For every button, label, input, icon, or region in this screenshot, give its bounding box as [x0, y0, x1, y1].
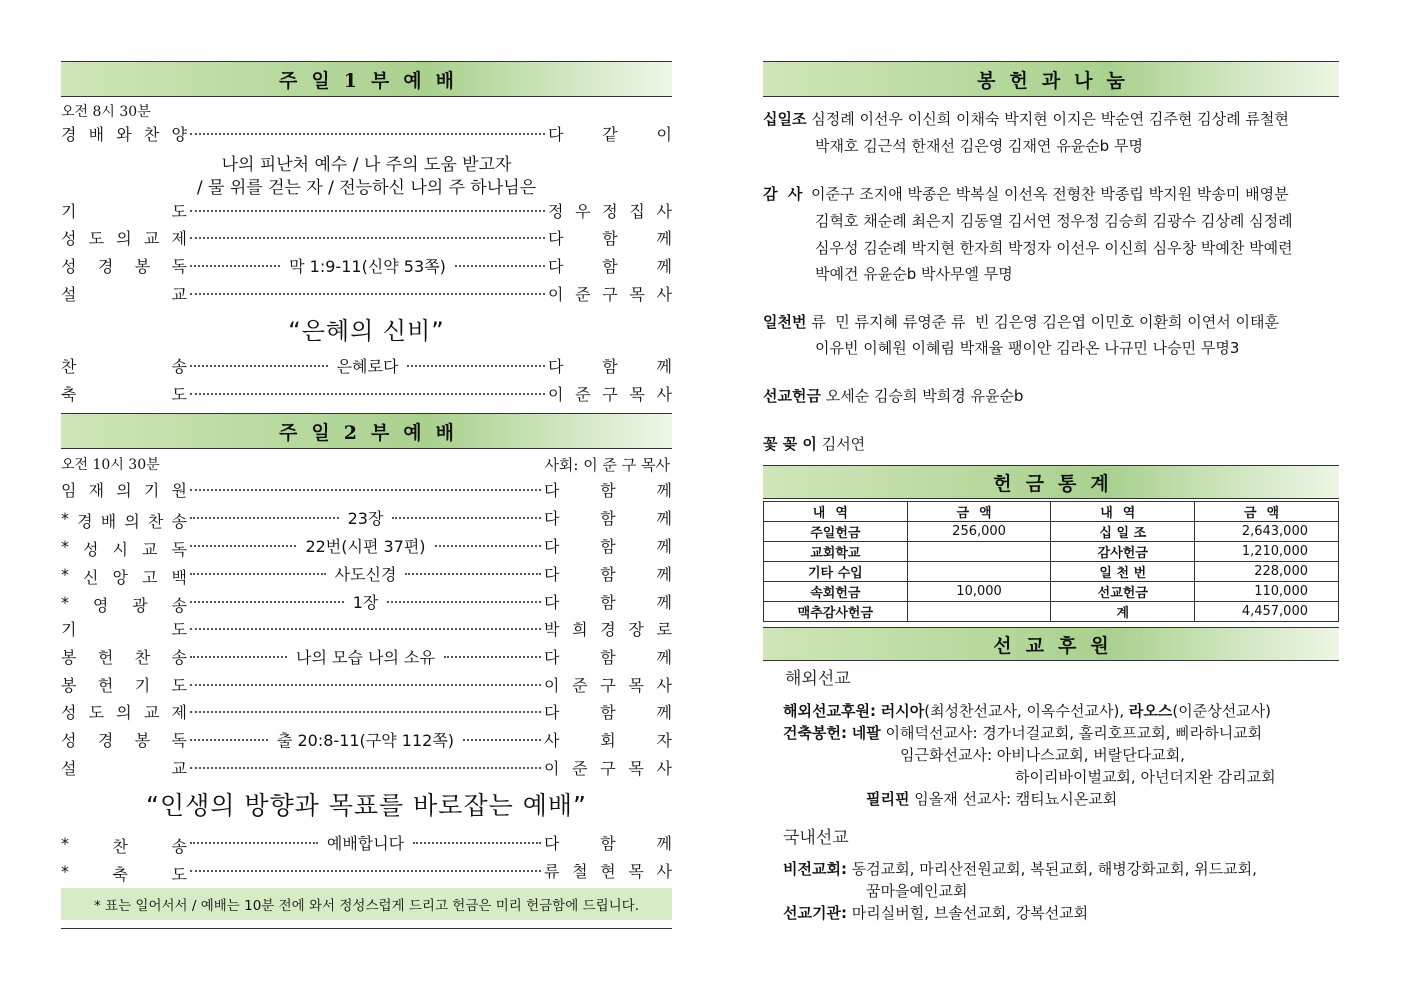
stats-item: 계 — [1051, 602, 1195, 622]
stats-row — [764, 562, 1339, 582]
worship2-host: 사회: 이 준 구 목사 — [544, 456, 670, 474]
stats-amount: 256,000 — [907, 522, 1051, 542]
worship2-sermon-title: “인생의 방향과 목표를 바로잡는 예배” — [146, 791, 587, 820]
stats-row — [764, 522, 1339, 542]
leader-dots — [190, 545, 296, 547]
order-row — [61, 534, 672, 558]
stats-col-item: 내역 — [764, 502, 908, 522]
stats-amount — [907, 562, 1051, 582]
order-label: 축 도 — [61, 385, 187, 404]
stats-amount: 2,643,000 — [1195, 522, 1339, 542]
thanks-names-1: 이준구 조지애 박종은 박복실 이선옥 전형찬 박종립 박지원 박송미 배영분 — [811, 185, 1289, 203]
stats-amount — [907, 542, 1051, 562]
worship-note: * 표는 일어서서 / 예배는 10분 전에 와서 정성스럽게 드리고 헌금은 미리 헌금함에 드립니다. — [61, 888, 672, 920]
laos-missionary: (이준상선교사) — [1172, 702, 1272, 720]
worship2-time: 오전 10시 30분 — [61, 457, 160, 473]
thanks-names-3: 심우성 김순례 박지현 한자희 박정자 이선우 이신희 심우창 박예찬 박예련 — [815, 239, 1293, 257]
order-row — [61, 354, 672, 378]
leader-dots — [190, 767, 541, 769]
order-row — [61, 199, 672, 223]
flower-label: 꽃 꽂 이 — [763, 435, 817, 453]
stats-row — [764, 542, 1339, 562]
stats-amount: 4,457,000 — [1195, 602, 1339, 622]
thousand-names-2: 이유빈 이혜원 이혜림 박재율 팽이안 김라온 나규민 나승민 무명3 — [815, 339, 1240, 357]
leader-dots — [190, 601, 344, 603]
thanks-names-4: 박예건 유윤순b 박사무엘 무명 — [815, 265, 1013, 283]
leader-dots — [190, 393, 545, 395]
tithe-label: 십일조 — [763, 110, 807, 128]
leader-dots — [190, 293, 545, 295]
stats-item: 기타 수입 — [764, 562, 908, 582]
order-row — [61, 282, 672, 306]
order-label: 찬 송 — [61, 357, 187, 376]
order-leader: 다 함 께 — [548, 257, 673, 276]
leader-dots — [405, 573, 541, 575]
order-row — [61, 382, 672, 406]
stats-amount: 1,210,000 — [1195, 542, 1339, 562]
order-detail: 사도신경 — [334, 565, 397, 584]
stats-col-amount: 금액 — [907, 502, 1051, 522]
order-label: * 경 배 의 찬 송 — [61, 509, 187, 531]
order-label: * 신 앙 고 백 — [61, 565, 187, 587]
leader-dots — [190, 711, 541, 713]
order-row — [61, 478, 672, 502]
order-row — [61, 617, 672, 641]
order-label: 설 교 — [61, 759, 187, 778]
order-row — [61, 673, 672, 697]
leader-dots — [190, 265, 280, 267]
order-label: 성 경 봉 독 — [61, 731, 187, 750]
order-leader: 다 함 께 — [544, 481, 672, 500]
stats-amount: 228,000 — [1195, 562, 1339, 582]
leader-dots — [190, 656, 287, 658]
worship1-title: 주일1부예배 — [279, 69, 468, 92]
stats-header — [763, 465, 1339, 499]
lyric-line-1: 나의 피난처 예수 / 나 주의 도움 받고자 — [221, 155, 512, 175]
order-label: 설 교 — [61, 285, 187, 304]
order-label: 성 도 의 교 제 — [61, 703, 187, 722]
order-label: 기 도 — [61, 202, 187, 221]
order-detail: 22번(시편 37편) — [305, 537, 426, 556]
order-leader: 다 함 께 — [544, 593, 673, 612]
order-leader: 사 회 자 — [544, 731, 672, 750]
thousand-line-1 — [763, 311, 1279, 332]
stats-item: 감사헌금 — [1051, 542, 1195, 562]
leader-dots — [455, 265, 545, 267]
nepal-label: 네팔 — [851, 724, 881, 742]
domestic-mission-title: 국내선교 — [783, 828, 849, 848]
leader-dots — [190, 870, 541, 872]
leader-dots — [407, 365, 545, 367]
order-leader: 박 희 경 장 로 — [544, 620, 672, 639]
leader-dots — [190, 133, 545, 135]
order-leader: 이 준 구 목 사 — [548, 285, 672, 304]
building-dedication-label: 건축봉헌: — [783, 724, 847, 742]
overseas-support-label: 해외선교후원: — [783, 702, 876, 720]
leader-dots — [190, 684, 541, 686]
leader-dots — [190, 365, 328, 367]
order-detail: 막 1:9-11(신약 53쪽) — [289, 257, 446, 276]
leader-dots — [190, 517, 339, 519]
order-row — [61, 226, 672, 250]
overseas-support-line — [783, 700, 1271, 721]
mission-offering-label: 선교헌금 — [763, 387, 821, 405]
missions-title: 선교후원 — [993, 634, 1123, 657]
leader-dots — [190, 842, 318, 844]
missions-header — [763, 627, 1339, 661]
offering-title: 봉헌과나눔 — [977, 69, 1139, 92]
order-leader: 이 준 구 목 사 — [548, 385, 672, 404]
leader-dots — [190, 573, 326, 575]
leader-dots — [190, 628, 541, 630]
philippines-missionary: 임올재 선교사: 캠티뇨시온교회 — [914, 790, 1118, 808]
order-row — [61, 590, 672, 614]
leader-dots — [387, 601, 541, 603]
stats-item: 십 일 조 — [1051, 522, 1195, 542]
order-label: 임 재 의 기 원 — [61, 481, 187, 500]
worship1-time: 오전 8시 30분 — [61, 104, 151, 120]
order-detail: 23장 — [347, 509, 384, 528]
offering-header — [763, 61, 1339, 97]
vision-church-label: 비전교회: — [783, 860, 847, 878]
order-row — [61, 700, 672, 724]
thousand-names-1: 류 민 류지혜 류영준 류 빈 김은영 김은엽 이민호 이환희 이연서 이태훈 — [811, 313, 1279, 331]
stats-amount — [907, 602, 1051, 622]
stats-header-row — [764, 502, 1339, 522]
worship2-title: 주일2부예배 — [279, 421, 468, 444]
tithe-names-1: 심정례 이선우 이신희 이채숙 박지현 이지은 박순연 김주현 김상례 류철현 — [811, 110, 1289, 128]
stats-title: 헌금통계 — [993, 472, 1123, 495]
leader-dots — [463, 739, 541, 741]
thanks-line-1 — [763, 183, 1289, 204]
worship2-header — [61, 413, 672, 449]
mission-agencies: 마리실버힐, 브솔선교회, 강복선교회 — [851, 904, 1089, 922]
stats-col-item: 내역 — [1051, 502, 1195, 522]
leader-dots — [392, 517, 541, 519]
stats-item: 선교헌금 — [1051, 582, 1195, 602]
russia-label: 러시아 — [880, 702, 925, 720]
stats-row — [764, 582, 1339, 602]
nepal-churches-3: 하이리바이벌교회, 아넌더지완 감리교회 — [1015, 768, 1276, 786]
flower-names: 김서연 — [821, 435, 866, 453]
order-row — [61, 831, 672, 855]
leader-dots — [435, 545, 541, 547]
bottom-rule — [61, 928, 672, 929]
leader-dots — [190, 739, 268, 741]
order-row — [61, 859, 672, 883]
laos-label: 라오스 — [1128, 702, 1173, 720]
order-row — [61, 562, 672, 586]
mission-offering-line — [763, 385, 1023, 406]
order-label: 경 배 와 찬 양 — [61, 125, 187, 144]
vision-church-line — [783, 858, 1257, 879]
mission-agency-line — [783, 902, 1088, 923]
order-leader: 이 준 구 목 사 — [544, 759, 672, 778]
order-row — [61, 122, 672, 146]
thanks-label: 감 사 — [763, 185, 803, 203]
thousand-label: 일천번 — [763, 313, 807, 331]
order-detail: 예배합니다 — [326, 834, 405, 853]
philippines-line — [866, 788, 1117, 809]
stats-item: 일 천 번 — [1051, 562, 1195, 582]
worship1-header — [61, 61, 672, 97]
stats-item: 맥추감사헌금 — [764, 602, 908, 622]
order-label: * 영 광 송 — [61, 593, 187, 615]
order-leader: 다 함 께 — [544, 565, 673, 584]
stats-item: 교회학교 — [764, 542, 908, 562]
order-row — [61, 254, 672, 278]
order-leader: 다 함 께 — [544, 834, 672, 853]
order-leader: 다 함 께 — [544, 537, 672, 556]
philippines-label: 필리핀 — [866, 790, 910, 808]
order-detail: 출 20:8-11(구약 112쪽) — [276, 731, 455, 750]
flower-line — [763, 433, 865, 454]
order-row — [61, 645, 672, 669]
order-label: * 찬 송 — [61, 834, 187, 856]
order-leader: 다 같 이 — [548, 125, 672, 144]
order-label: 성 도 의 교 제 — [61, 229, 187, 248]
order-label: * 축 도 — [61, 862, 187, 884]
vision-churches-2: 꿈마을예인교회 — [866, 882, 968, 900]
order-leader: 다 함 께 — [548, 229, 672, 248]
mission-agency-label: 선교기관: — [783, 904, 847, 922]
order-detail: 은혜로다 — [336, 357, 399, 376]
order-leader: 류 철 현 목 사 — [544, 862, 672, 881]
mission-offering-names: 오세순 김승희 박희경 유윤순b — [825, 387, 1024, 405]
worship1-sermon-title: “은혜의 신비” — [288, 317, 445, 345]
leader-dots — [190, 210, 545, 212]
order-label: * 성 시 교 독 — [61, 537, 187, 559]
order-label: 성 경 봉 독 — [61, 257, 187, 276]
order-row — [61, 506, 672, 530]
order-leader: 다 함 께 — [544, 703, 672, 722]
order-leader: 이 준 구 목 사 — [544, 676, 672, 695]
order-detail: 1장 — [352, 593, 379, 612]
order-label: 봉 헌 찬 송 — [61, 648, 187, 667]
order-label: 기 도 — [61, 620, 187, 639]
stats-item: 속회헌금 — [764, 582, 908, 602]
offering-stats-table — [763, 501, 1339, 622]
tithe-line-1 — [763, 108, 1289, 129]
stats-row — [764, 602, 1339, 622]
stats-col-amount: 금액 — [1195, 502, 1339, 522]
lyric-line-2: / 물 위를 걷는 자 / 전능하신 나의 주 하나님은 — [196, 178, 537, 198]
order-leader: 다 함 께 — [548, 357, 673, 376]
nepal-churches-1: 이해덕선교사: 경가너걸교회, 홀리호프교회, 삐라하니교회 — [885, 724, 1263, 742]
leader-dots — [413, 842, 541, 844]
tithe-names-2: 박재호 김근석 한재선 김은영 김재연 유윤순b 무명 — [815, 137, 1143, 155]
order-leader: 다 함 께 — [544, 509, 673, 528]
order-row — [61, 728, 672, 752]
order-label: 봉 헌 기 도 — [61, 676, 187, 695]
vision-churches-1: 동검교회, 마리산전원교회, 복된교회, 해병강화교회, 위드교회, — [851, 860, 1257, 878]
order-row — [61, 756, 672, 780]
russia-missionaries: (최성찬선교사, 이옥수선교사), — [924, 702, 1125, 720]
thanks-names-2: 김혁호 채순례 최은지 김동열 김서연 정우정 김승희 김광수 김상례 심정례 — [815, 212, 1293, 230]
building-dedication-line — [783, 722, 1262, 743]
stats-amount: 10,000 — [907, 582, 1051, 602]
nepal-churches-2: 임근화선교사: 아비나스교회, 버랄단다교회, — [900, 746, 1185, 764]
leader-dots — [444, 656, 541, 658]
leader-dots — [190, 237, 545, 239]
stats-amount: 110,000 — [1195, 582, 1339, 602]
order-detail: 나의 모습 나의 소유 — [296, 648, 435, 667]
order-leader: 정 우 정 집 사 — [548, 202, 672, 221]
order-leader: 다 함 께 — [544, 648, 672, 667]
leader-dots — [190, 489, 541, 491]
stats-item: 주일헌금 — [764, 522, 908, 542]
overseas-mission-title: 해외선교 — [785, 669, 851, 689]
